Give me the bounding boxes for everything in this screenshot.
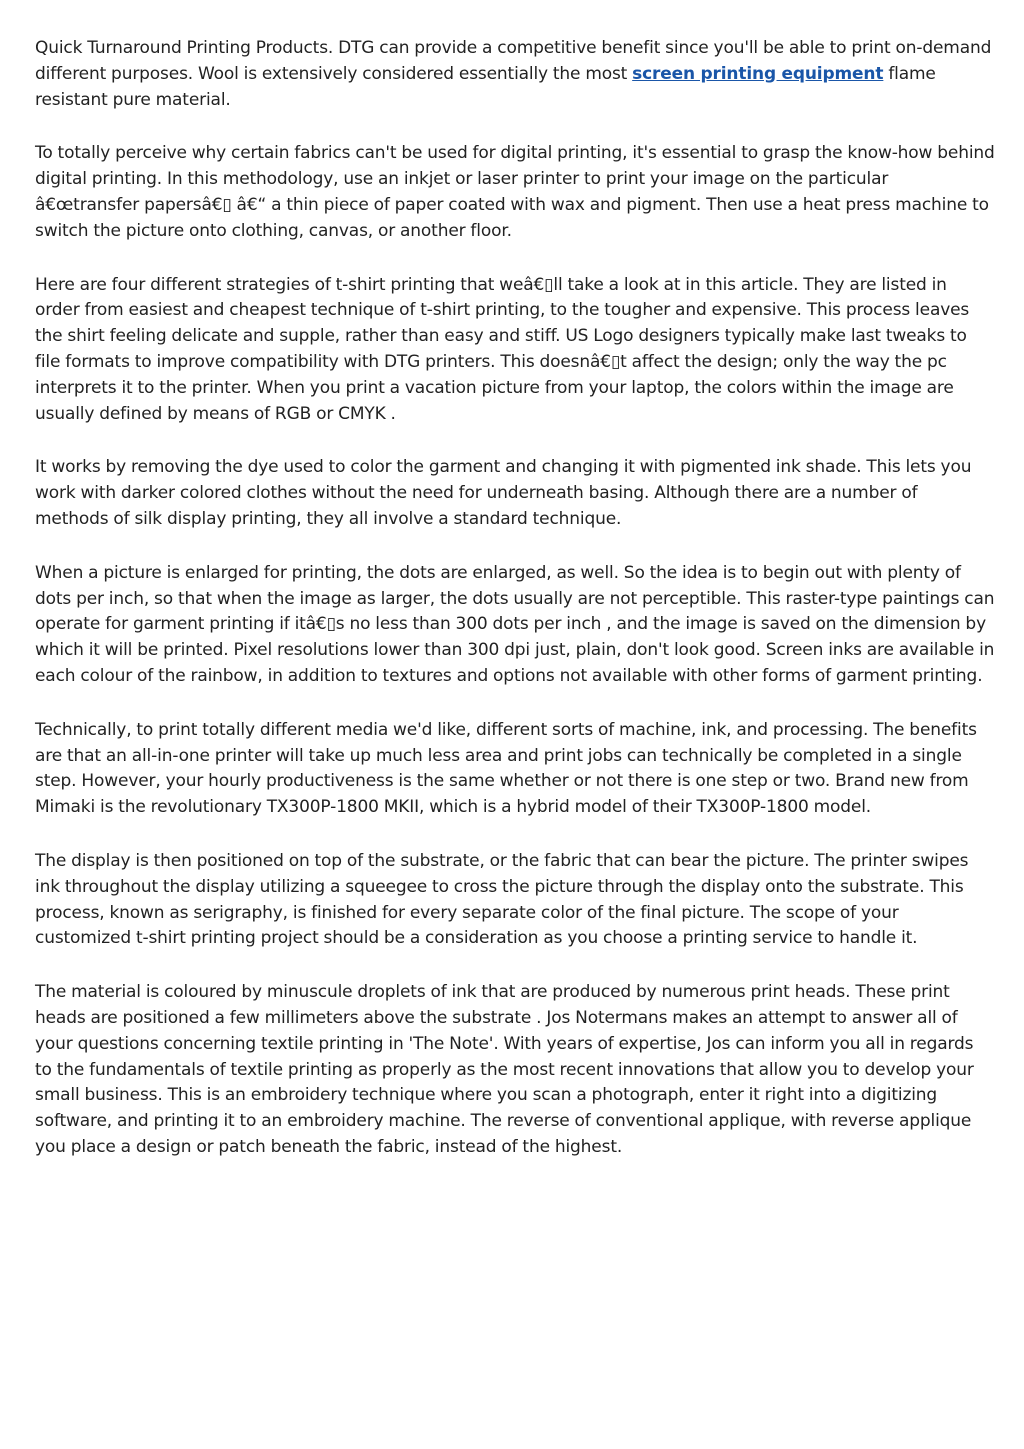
paragraph-2: To totally perceive why certain fabrics can't be used for digital printing, it's essential to grasp the know-how behind digital printing. In this methodology, use an inkjet or laser printer to print your image on the particular â€œtransfer papersâ€▯ â€“ a thin piece of paper coated with wax and pigment. Then use a heat press machine to switch the picture onto clothing, canvas, or another floor.: [35, 143, 995, 241]
paragraph-4: It works by removing the dye used to color the garment and changing it with pigmented ink shade. This lets you work with darker colored clothes without the need for underneath basing. Although there are a number of methods of silk display printing, they all involve a standard technique.: [35, 457, 972, 529]
paragraph-1-text-before: Quick Turnaround Printing Products. DTG can provide a competitive benefit since you'll be able to print on-demand different purposes. Wool is extensively considered essentially the most: [35, 38, 992, 84]
paragraph-1-text-after: flame resistant pure material.: [35, 63, 936, 110]
paragraph-8: The material is coloured by minuscule droplets of ink that are produced by numerous print heads. These print heads are positioned a few millimeters above the substrate . Jos Notermans makes an attempt to answer all of your questions concerning textile printing in 'The Note'. With years of expertise, Jos can inform you all in regards to the fundamentals of textile printing as properly as the most recent innovations that allow you to develop your small business. This is an embroidery technique where you scan a photograph, enter it right into a digitizing software, and printing it to an embroidery machine. The reverse of conventional applique, with reverse applique you place a design or patch beneath the fabric, instead of the highest.: [35, 982, 974, 1157]
screen-printing-equipment-link[interactable]: screen printing equipment: [632, 63, 884, 84]
paragraph-1: [35, 36, 995, 113]
paragraph-3: Here are four different strategies of t-shirt printing that weâ€▯ll take a look at in this article. They are listed in order from easiest and cheapest technique of t-shirt printing, to the tougher and expensive. This process leaves the shirt feeling delicate and supple, rather than easy and stiff. US Logo designers typically make last tweaks to file formats to improve compatibility with DTG printers. This doesnâ€▯t affect the design; only the way the pc interprets it to the printer. When you print a vacation picture from your laptop, the colors within the image are usually defined by means of RGB or CMYK .: [35, 274, 970, 424]
paragraph-5: When a picture is enlarged for printing, the dots are enlarged, as well. So the idea is to begin out with plenty of dots per inch, so that when the image as larger, the dots usually are not perceptible. This raster-type paintings can operate for garment printing if itâ€▯s no less than 300 dots per inch , and the image is saved on the dimension by which it will be printed. Pixel resolutions lower than 300 dpi just, plain, don't look good. Screen inks are available in each colour of the rainbow, in addition to textures and options not available with other forms of garment printing.: [35, 562, 995, 686]
paragraph-7: The display is then positioned on top of the substrate, or the fabric that can bear the picture. The printer swipes ink throughout the display utilizing a squeegee to cross the picture through the display onto the substrate. This process, known as serigraphy, is finished for every separate color of the final picture. The scope of your customized t-shirt printing project should be a consideration as you choose a printing service to handle it.: [35, 850, 969, 949]
document-page: [35, 36, 995, 1189]
paragraph-6: Technically, to print totally different media we'd like, different sorts of machine, ink, and processing. The benefits are that an all-in-one printer will take up much less area and print jobs can technically be completed in a single step. However, your hourly productiveness is the same whether or not there is one step or two. Brand new from Mimaki is the revolutionary TX300P-1800 MKII, which is a hybrid model of their TX300P-1800 model.: [35, 719, 977, 818]
